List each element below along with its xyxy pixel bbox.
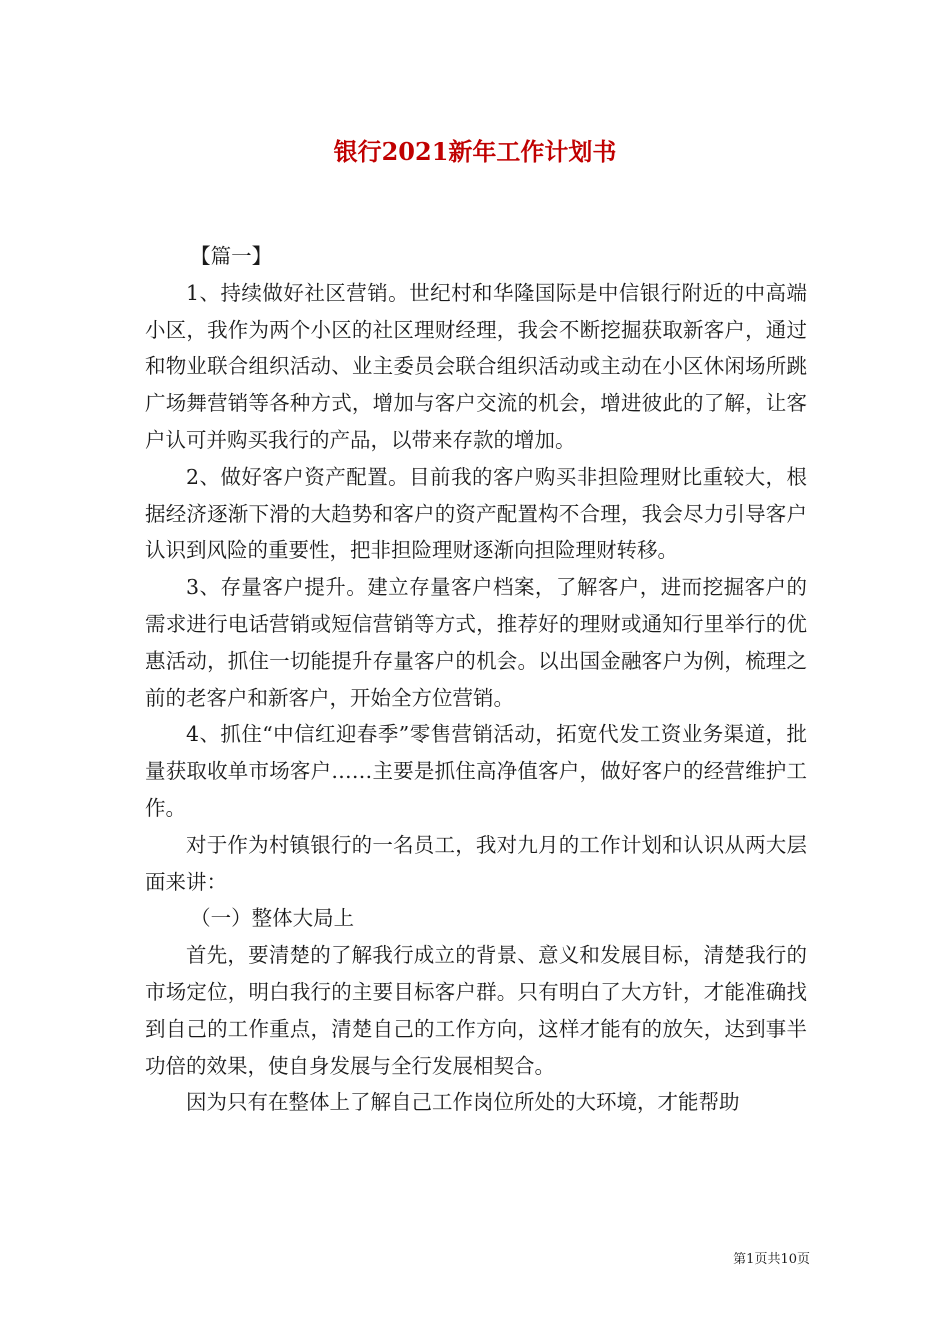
- paragraph-4: 4、抓住“中信红迎春季”零售营销活动，拓宽代发工资业务渠道，批量获取收单市场客户……主要是抓住高净值客户，做好客户的经营维护工作。: [145, 722, 807, 820]
- section-label: 【篇一】: [190, 244, 273, 268]
- document-title: 银行2021新年工作计划书: [333, 137, 617, 166]
- subheading: （一）整体大局上: [190, 906, 355, 931]
- paragraph-6: 首先，要清楚的了解我行成立的背景、意义和发展目标，清楚我行的市场定位，明白我行的主要目标客户群。只有明白了大方针，才能准确找到自己的工作重点，清楚自己的工作方向，这样才能有的放矢，达到事半功倍的效果，使自身发展与全行发展相契合。: [145, 943, 807, 1078]
- paragraph-2: 2、做好客户资产配置。目前我的客户购买非担险理财比重较大，根据经济逐渐下滑的大趋势和客户的资产配置构不合理，我会尽力引导客户认识到风险的重要性，把非担险理财逐渐向担险理财转移。: [145, 464, 807, 563]
- page-indicator: 第1页共10页: [733, 1252, 810, 1267]
- paragraph-1: 1、持续做好社区营销。世纪村和华隆国际是中信银行附近的中高端小区，我作为两个小区的社区理财经理，我会不断挖掘获取新客户，通过和物业联合组织活动、业主委员会联合组织活动或主动在小区休闲场所跳广场舞营销等各种方式，增加与客户交流的机会，增进彼此的了解，让客户认可并购买我行的产品，以带来存款的增加。: [145, 280, 807, 452]
- paragraph-5: 对于作为村镇银行的一名员工，我对九月的工作计划和认识从两大层面来讲：: [145, 832, 807, 894]
- document-body: [145, 238, 807, 1121]
- paragraph-3: 3、存量客户提升。建立存量客户档案，了解客户，进而挖掘客户的需求进行电话营销或短信营销等方式，推荐好的理财或通知行里举行的优惠活动，抓住一切能提升存量客户的机会。以出国金融客户为例，梳理之前的老客户和新客户，开始全方位营销。: [145, 575, 807, 710]
- paragraph-7: 因为只有在整体上了解自己工作岗位所处的大环境，才能帮助: [186, 1090, 740, 1115]
